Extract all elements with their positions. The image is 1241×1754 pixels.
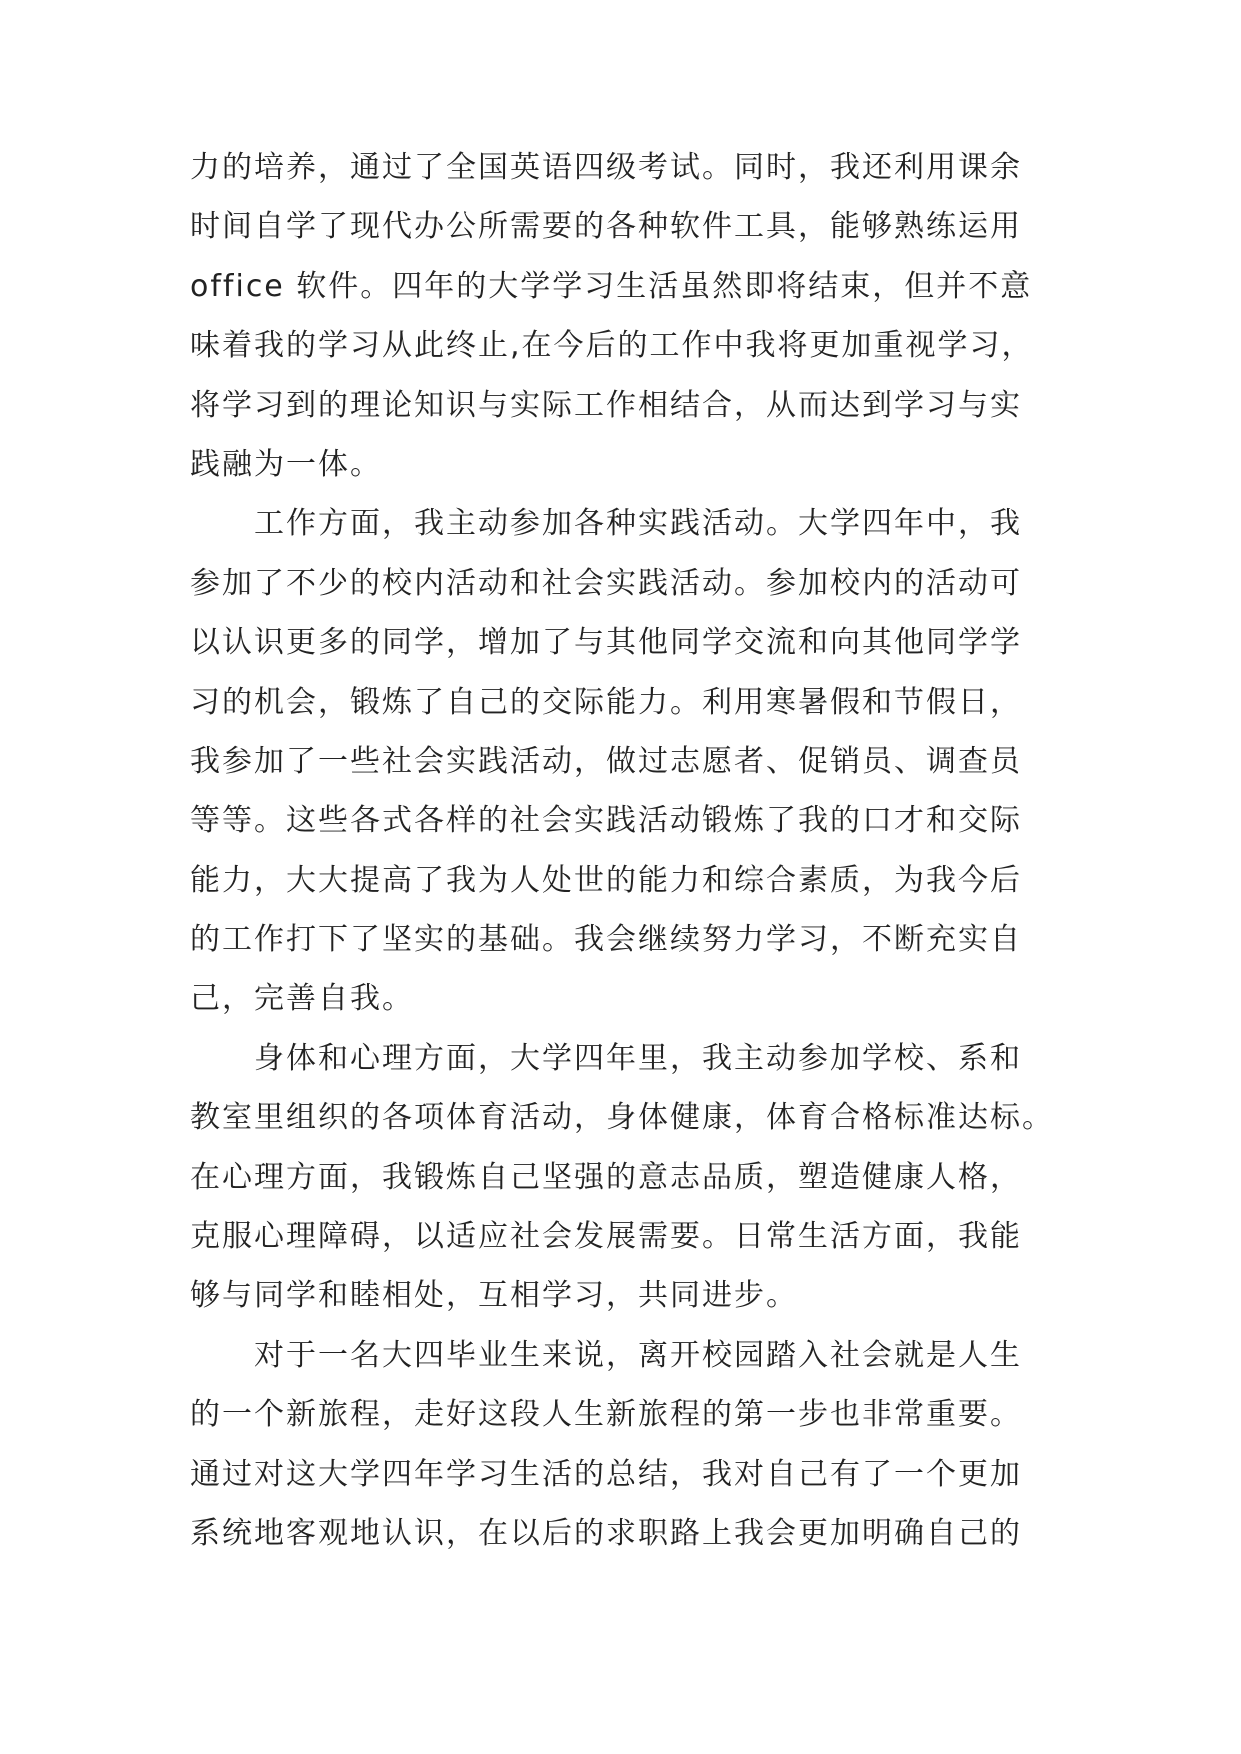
text-line: 工作方面，我主动参加各种实践活动。大学四年中，我 — [190, 506, 1022, 542]
text-line: 力的培养，通过了全国英语四级考试。同时，我还利用课余 — [190, 150, 1022, 185]
text-line: 够与同学和睦相处，互相学习，共同进步。 — [190, 1278, 798, 1314]
text-line: 将学习到的理论知识与实际工作相结合，从而达到学习与实 — [190, 387, 1022, 423]
text-line: 对于一名大四毕业生来说，离开校园踏入社会就是人生 — [190, 1337, 1022, 1373]
text-line: 习的机会，锻炼了自己的交际能力。利用寒暑假和节假日， — [190, 684, 1022, 720]
text-line: 能力，大大提高了我为人处世的能力和综合素质，为我今后 — [190, 862, 1022, 898]
document-body — [190, 138, 1090, 1563]
text-line: 参加了不少的校内活动和社会实践活动。参加校内的活动可 — [190, 565, 1022, 601]
text-line: office 软件。四年的大学学习生活虽然即将结束，但并不意 — [190, 268, 1033, 304]
text-line: 的一个新旅程，走好这段人生新旅程的第一步也非常重要。 — [190, 1397, 1022, 1433]
text-line: 味着我的学习从此终止,在今后的工作中我将更加重视学习， — [190, 328, 1034, 364]
text-line: 在心理方面，我锻炼自己坚强的意志品质，塑造健康人格， — [190, 1159, 1022, 1195]
text-line: 等等。这些各式各样的社会实践活动锻炼了我的口才和交际 — [190, 803, 1022, 839]
text-line: 践融为一体。 — [190, 446, 382, 482]
text-line: 我参加了一些社会实践活动，做过志愿者、促销员、调查员 — [190, 743, 1022, 779]
text-line: 系统地客观地认识，在以后的求职路上我会更加明确自己的 — [190, 1515, 1022, 1551]
text-line: 通过对这大学四年学习生活的总结，我对自己有了一个更加 — [190, 1456, 1022, 1492]
text-line: 以认识更多的同学，增加了与其他同学交流和向其他同学学 — [190, 625, 1022, 661]
text-line: 时间自学了现代办公所需要的各种软件工具，能够熟练运用 — [190, 209, 1022, 245]
text-line: 的工作打下了坚实的基础。我会继续努力学习，不断充实自 — [190, 922, 1022, 958]
text-line: 教室里组织的各项体育活动，身体健康，体育合格标准达标。 — [190, 1100, 1054, 1136]
text-line: 己，完善自我。 — [190, 981, 414, 1017]
text-line: 身体和心理方面，大学四年里，我主动参加学校、系和 — [190, 1040, 1022, 1076]
text-line: 克服心理障碍，以适应社会发展需要。日常生活方面，我能 — [190, 1219, 1022, 1255]
